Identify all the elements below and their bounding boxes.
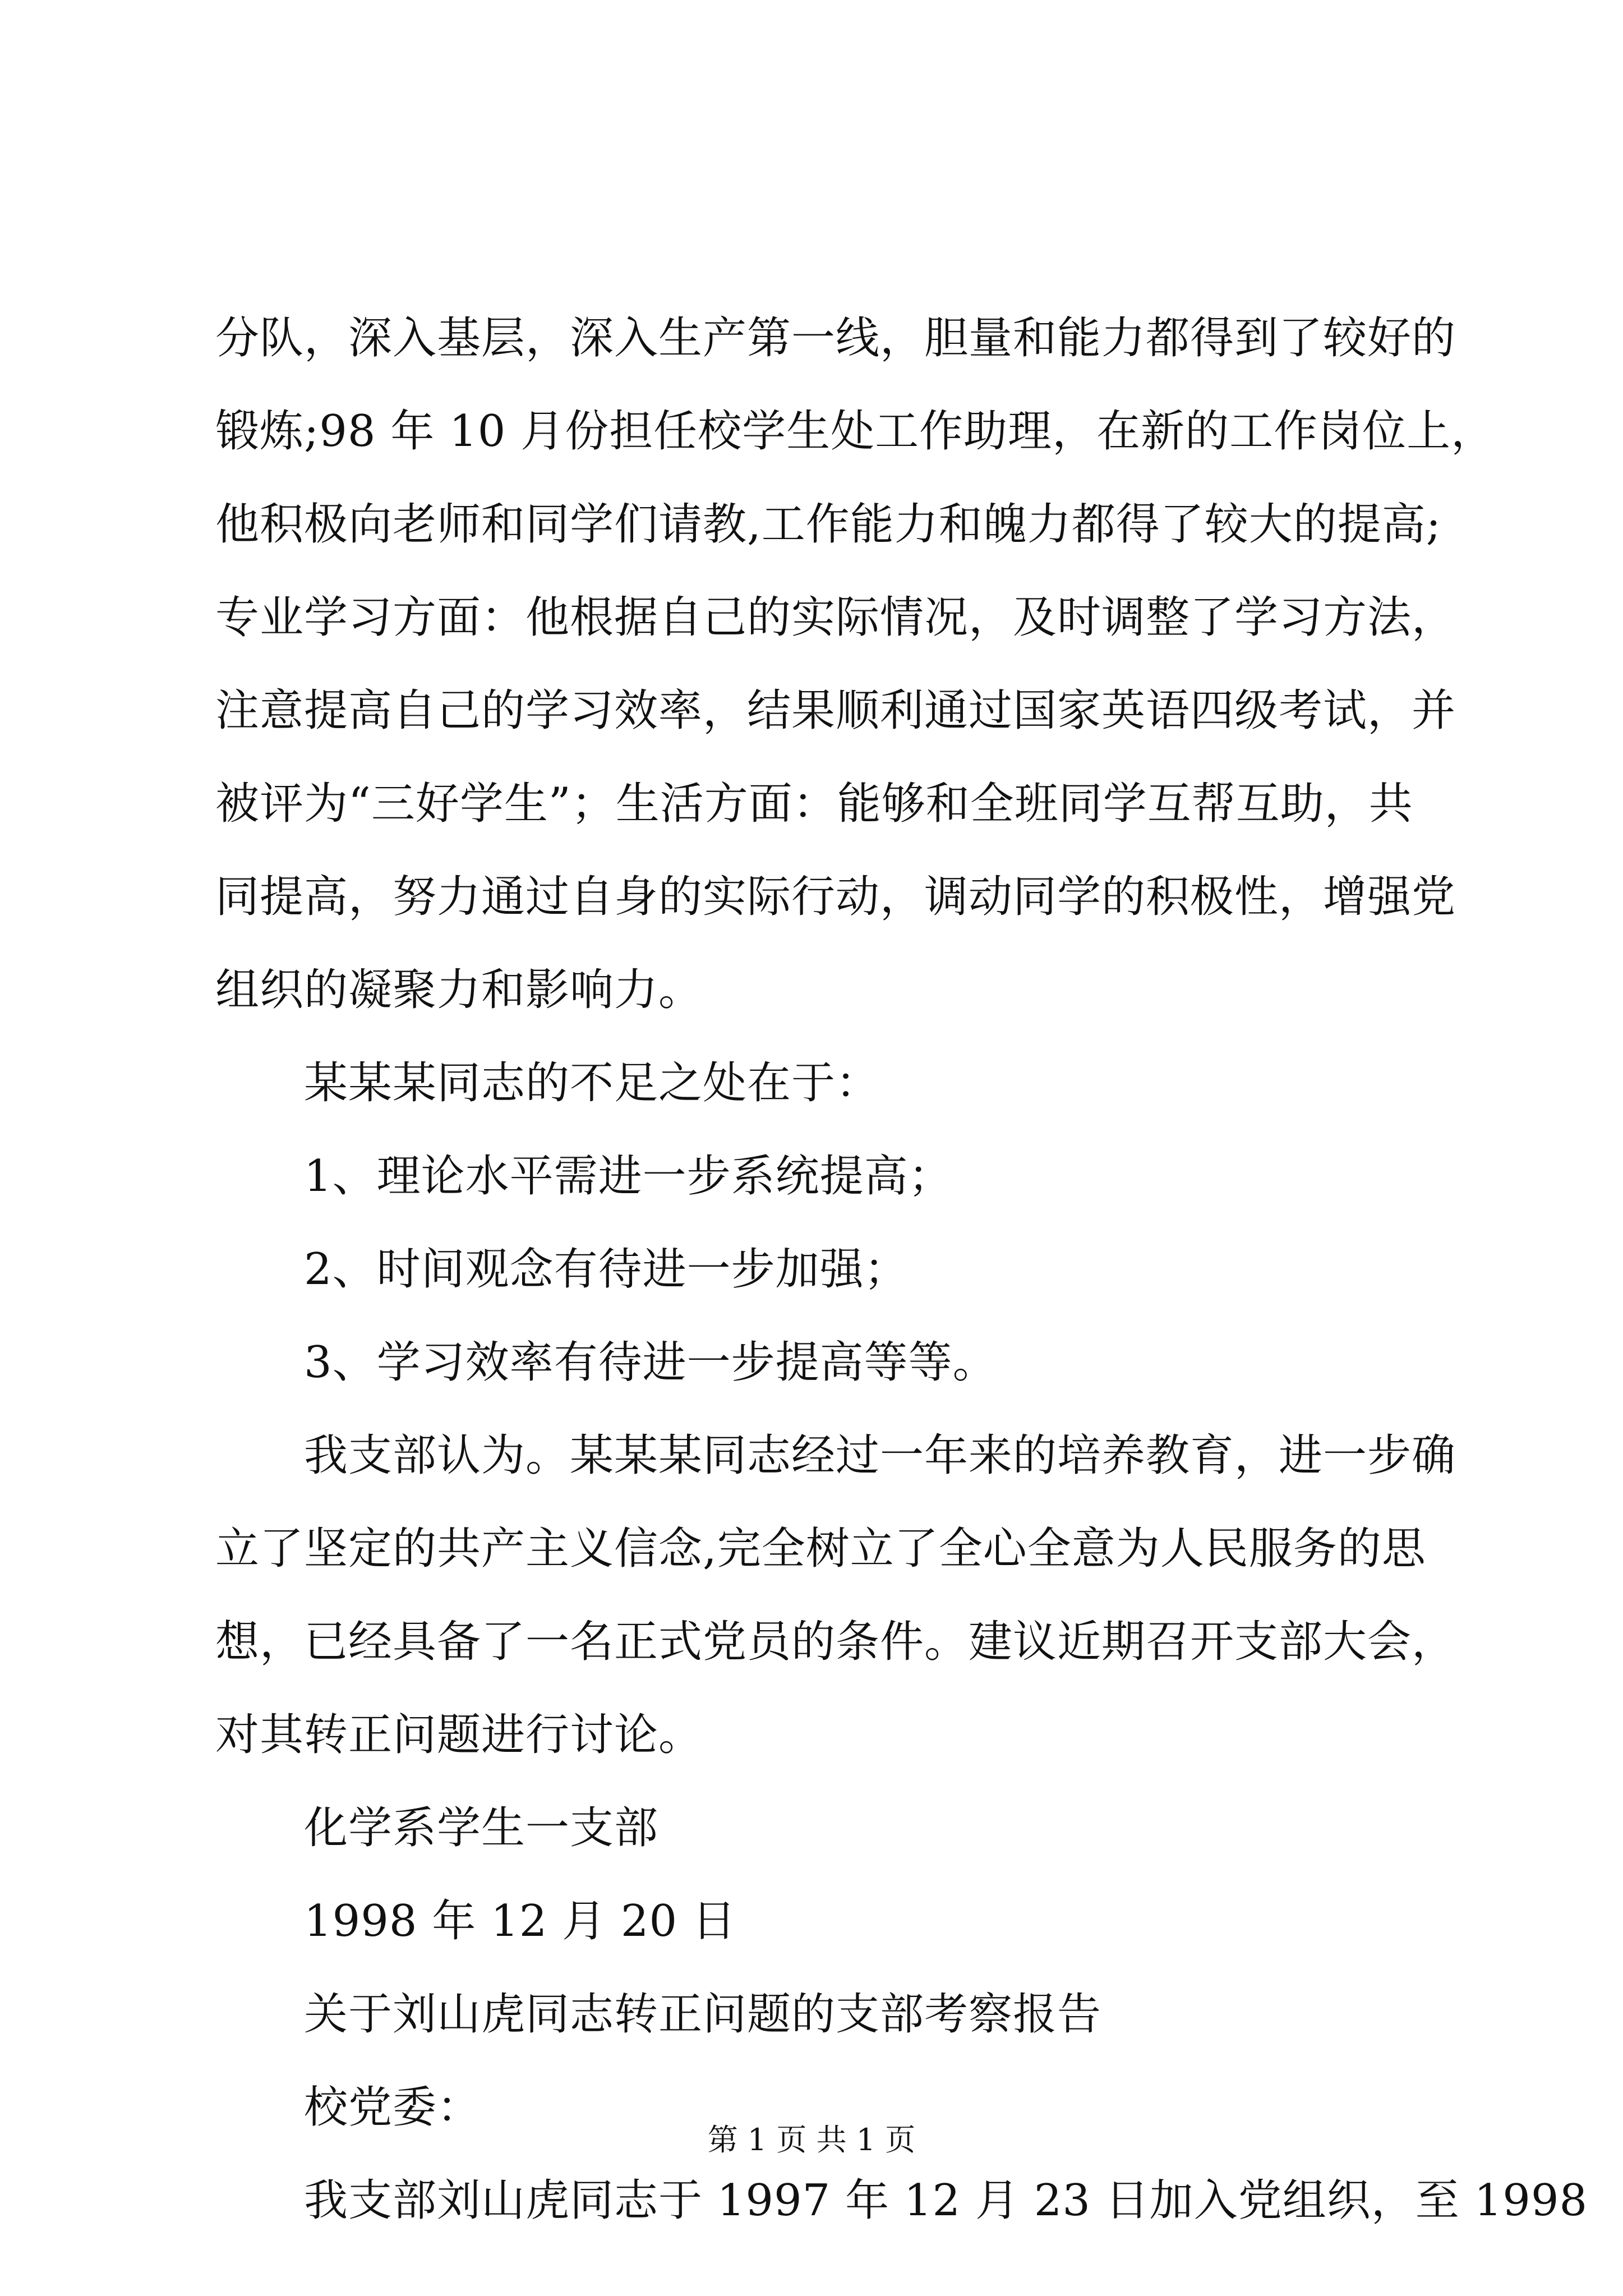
branch-signature: 化学系学生一支部 xyxy=(304,1803,659,1853)
body-text xyxy=(215,292,1588,2247)
signature-date: 1998 年 12 月 20 日 xyxy=(304,1896,736,1947)
text-line-5: 注意提高自己的学习效率，结果顺利通过国家英语四级考试，并 xyxy=(215,685,1456,736)
shortcoming-item-3: 3、学习效率有待进一步提高等等。 xyxy=(304,1337,997,1388)
text-line-6: 被评为“三好学生”；生活方面：能够和全班同学互帮互助，共 xyxy=(215,779,1413,829)
shortcomings-heading: 某某某同志的不足之处在于： xyxy=(304,1058,880,1108)
text-line-7: 同提高，努力通过自身的实际行动，调动同学的积极性，增强党 xyxy=(215,872,1456,922)
text-line-1: 分队，深入基层，深入生产第一线，胆量和能力都得到了较好的 xyxy=(215,313,1456,364)
conclusion-line-3: 想，已经具备了一名正式党员的条件。建议近期召开支部大会， xyxy=(215,1617,1456,1667)
text-line-2: 锻炼;98 年 10 月份担任校学生处工作助理，在新的工作岗位上， xyxy=(215,406,1496,457)
page-footer: 第 1 页 共 1 页 xyxy=(707,2122,916,2157)
conclusion-line-1: 我支部认为。某某某同志经过一年来的培养教育，进一步确 xyxy=(304,1430,1456,1481)
text-line-8: 组织的凝聚力和影响力。 xyxy=(215,965,703,1015)
text-line-3: 他积极向老师和同学们请教,工作能力和魄力都得了较大的提高; xyxy=(215,499,1442,550)
shortcoming-item-2: 2、时间观念有待进一步加强； xyxy=(304,1244,909,1295)
report-first-line: 我支部刘山虎同志于 1997 年 12 月 23 日加入党组织，至 1998 xyxy=(304,2175,1588,2226)
conclusion-line-2: 立了坚定的共产主义信念,完全树立了全心全意为人民服务的思 xyxy=(215,1524,1426,1574)
text-line-4: 专业学习方面：他根据自己的实际情况，及时调整了学习方法， xyxy=(215,592,1456,643)
report-recipient: 校党委： xyxy=(304,2082,482,2133)
conclusion-line-4: 对其转正问题进行讨论。 xyxy=(215,1710,703,1760)
report-title: 关于刘山虎同志转正问题的支部考察报告 xyxy=(304,1989,1102,2040)
shortcoming-item-1: 1、理论水平需进一步系统提高； xyxy=(304,1151,953,1202)
